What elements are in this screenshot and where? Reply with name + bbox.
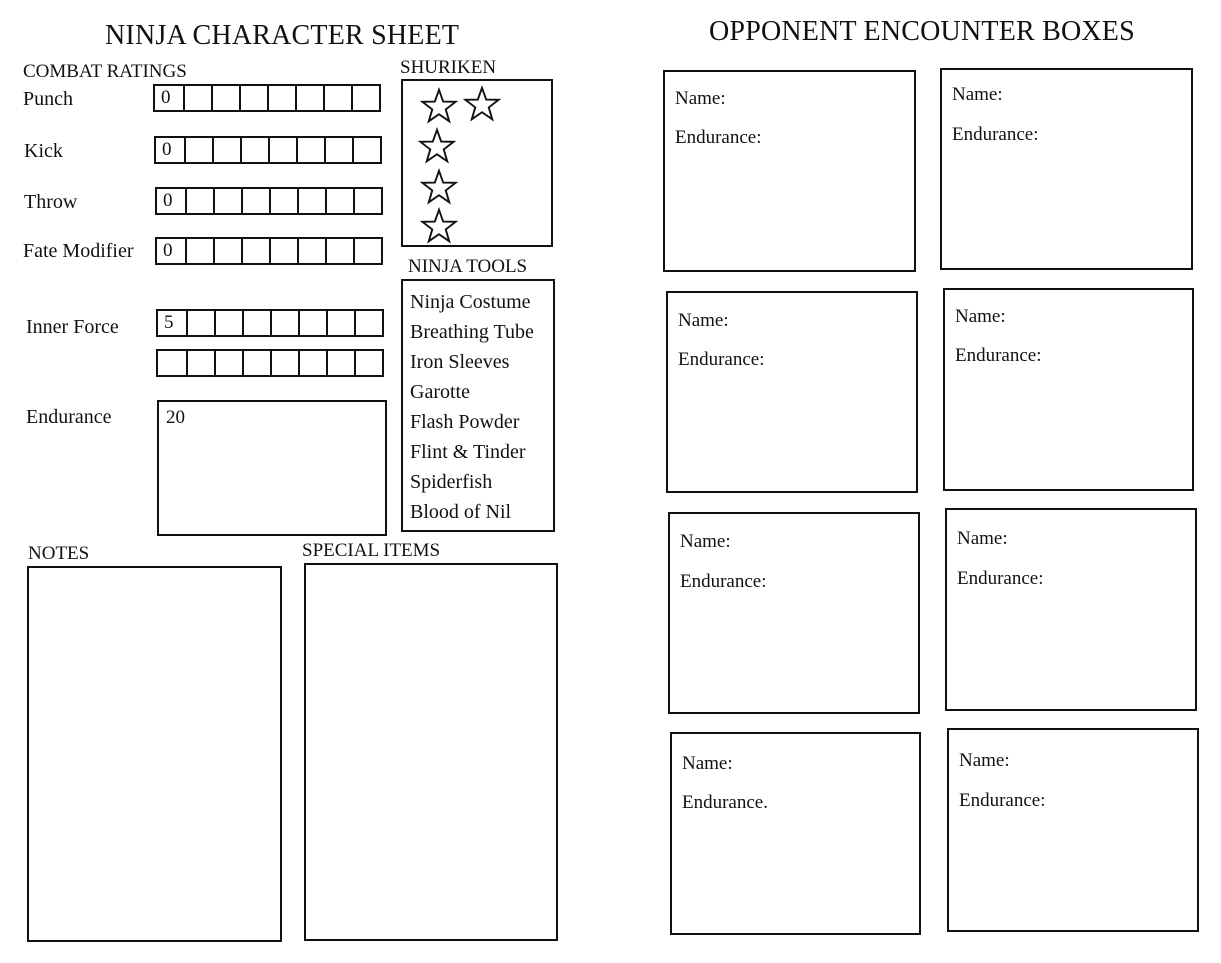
- special-items-header: SPECIAL ITEMS: [302, 540, 441, 561]
- fate-modifier-track[interactable]: [155, 237, 383, 265]
- kick-track[interactable]: [154, 136, 382, 164]
- star-icon[interactable]: [463, 85, 501, 123]
- encounter-title: OPPONENT ENCOUNTER BOXES: [709, 16, 1135, 47]
- page-title: NINJA CHARACTER SHEET: [105, 20, 460, 51]
- encounter-box[interactable]: [945, 508, 1197, 711]
- star-icon[interactable]: [420, 87, 458, 125]
- tool-item: Ninja Costume: [410, 291, 531, 313]
- opponent-endurance-label: Endurance:: [959, 790, 1046, 811]
- throw-value: 0: [163, 190, 173, 211]
- inner-force-label: Inner Force: [26, 316, 119, 338]
- punch-track[interactable]: [153, 84, 381, 112]
- opponent-name-label: Name:: [955, 306, 1006, 327]
- opponent-name-label: Name:: [959, 750, 1010, 771]
- encounter-box[interactable]: [666, 291, 918, 493]
- punch-value: 0: [161, 87, 171, 108]
- opponent-name-label: Name:: [957, 528, 1008, 549]
- encounter-box[interactable]: [663, 70, 916, 272]
- opponent-name-label: Name:: [675, 88, 726, 109]
- encounter-box[interactable]: [947, 728, 1199, 932]
- opponent-name-label: Name:: [952, 84, 1003, 105]
- opponent-endurance-label: Endurance.: [682, 792, 768, 813]
- throw-label: Throw: [24, 191, 78, 213]
- tool-item: Blood of Nil: [410, 501, 512, 523]
- star-icon[interactable]: [418, 127, 456, 165]
- opponent-name-label: Name:: [682, 753, 733, 774]
- tool-item: Breathing Tube: [410, 321, 534, 343]
- inner-force-track[interactable]: [156, 309, 384, 337]
- opponent-endurance-label: Endurance:: [952, 124, 1039, 145]
- ninja-tools-box: [401, 279, 555, 532]
- tool-item: Flint & Tinder: [410, 441, 526, 463]
- star-icon[interactable]: [420, 207, 458, 245]
- fate-modifier-value: 0: [163, 240, 173, 261]
- fate-modifier-label: Fate Modifier: [23, 240, 134, 262]
- endurance-label: Endurance: [26, 406, 112, 428]
- combat-ratings-header: COMBAT RATINGS: [23, 61, 187, 82]
- opponent-endurance-label: Endurance:: [957, 568, 1044, 589]
- encounter-box[interactable]: [943, 288, 1194, 491]
- endurance-value: 20: [166, 407, 185, 428]
- throw-track[interactable]: [155, 187, 383, 215]
- endurance-box[interactable]: [157, 400, 387, 536]
- tool-item: Garotte: [410, 381, 470, 403]
- encounter-box[interactable]: [940, 68, 1193, 270]
- kick-value: 0: [162, 139, 172, 160]
- kick-label: Kick: [24, 140, 63, 162]
- notes-header: NOTES: [28, 543, 90, 564]
- tool-item: Flash Powder: [410, 411, 520, 433]
- tool-item: Spiderfish: [410, 471, 493, 493]
- opponent-endurance-label: Endurance:: [675, 127, 762, 148]
- star-icon[interactable]: [420, 168, 458, 206]
- inner-force-value: 5: [164, 312, 174, 333]
- encounter-box[interactable]: [670, 732, 921, 935]
- shuriken-box: [401, 79, 553, 247]
- inner-force-track-extra[interactable]: [156, 349, 384, 377]
- opponent-endurance-label: Endurance:: [678, 349, 765, 370]
- ninja-tools-header: NINJA TOOLS: [408, 256, 528, 277]
- punch-label: Punch: [23, 88, 73, 110]
- opponent-endurance-label: Endurance:: [680, 571, 767, 592]
- opponent-name-label: Name:: [680, 531, 731, 552]
- shuriken-header: SHURIKEN: [400, 57, 497, 78]
- special-items-box[interactable]: [304, 563, 558, 941]
- opponent-endurance-label: Endurance:: [955, 345, 1042, 366]
- tool-item: Iron Sleeves: [410, 351, 510, 373]
- notes-box[interactable]: [27, 566, 282, 942]
- opponent-name-label: Name:: [678, 310, 729, 331]
- encounter-box[interactable]: [668, 512, 920, 714]
